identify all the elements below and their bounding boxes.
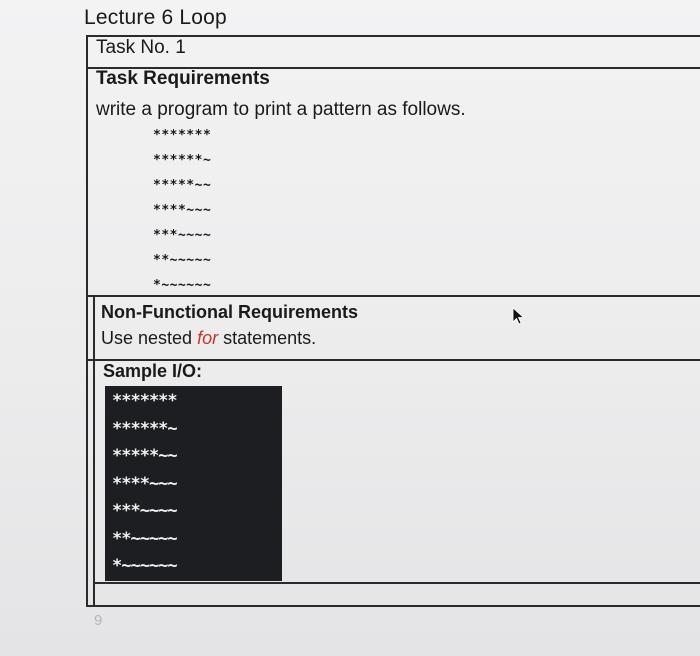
pattern-line: ***~~~~ <box>153 228 212 243</box>
console-output <box>105 386 282 581</box>
sample-io-heading: Sample I/O: <box>103 361 203 381</box>
console-line: **~~~~~ <box>112 528 177 549</box>
pattern-line: ******* <box>153 128 212 143</box>
pattern-line: **~~~~~ <box>153 253 212 268</box>
nfr-text <box>101 328 316 349</box>
lecture-title: Lecture 6 Loop <box>84 6 227 29</box>
console-line: ******~ <box>112 418 177 439</box>
console-line: ****~~~ <box>112 473 177 494</box>
pattern-example <box>153 123 211 298</box>
console-line: ******* <box>112 391 177 411</box>
console-line: *~~~~~~ <box>112 556 177 576</box>
pattern-line: *~~~~~~ <box>153 278 212 293</box>
sub-cell-border <box>93 297 95 605</box>
mouse-pointer-icon <box>511 307 525 325</box>
task-number: Task No. 1 <box>96 37 186 58</box>
nfr-heading: Non-Functional Requirements <box>101 302 359 322</box>
pattern-line: ****~~~ <box>153 203 212 218</box>
pattern-line: ******~ <box>153 153 212 168</box>
nfr-text-part: statements. <box>218 328 317 348</box>
pattern-line: *****~~ <box>153 178 212 193</box>
nfr-text-part: Use nested <box>101 328 198 348</box>
table-divider <box>95 582 700 584</box>
page-number: 9 <box>94 612 103 629</box>
nfr-keyword: for <box>197 328 219 348</box>
requirements-heading: Task Requirements <box>96 68 270 89</box>
console-line: ***~~~~ <box>112 501 177 521</box>
console-line: *****~~ <box>112 446 177 466</box>
requirements-text: write a program to print a pattern as follows. <box>96 99 466 120</box>
